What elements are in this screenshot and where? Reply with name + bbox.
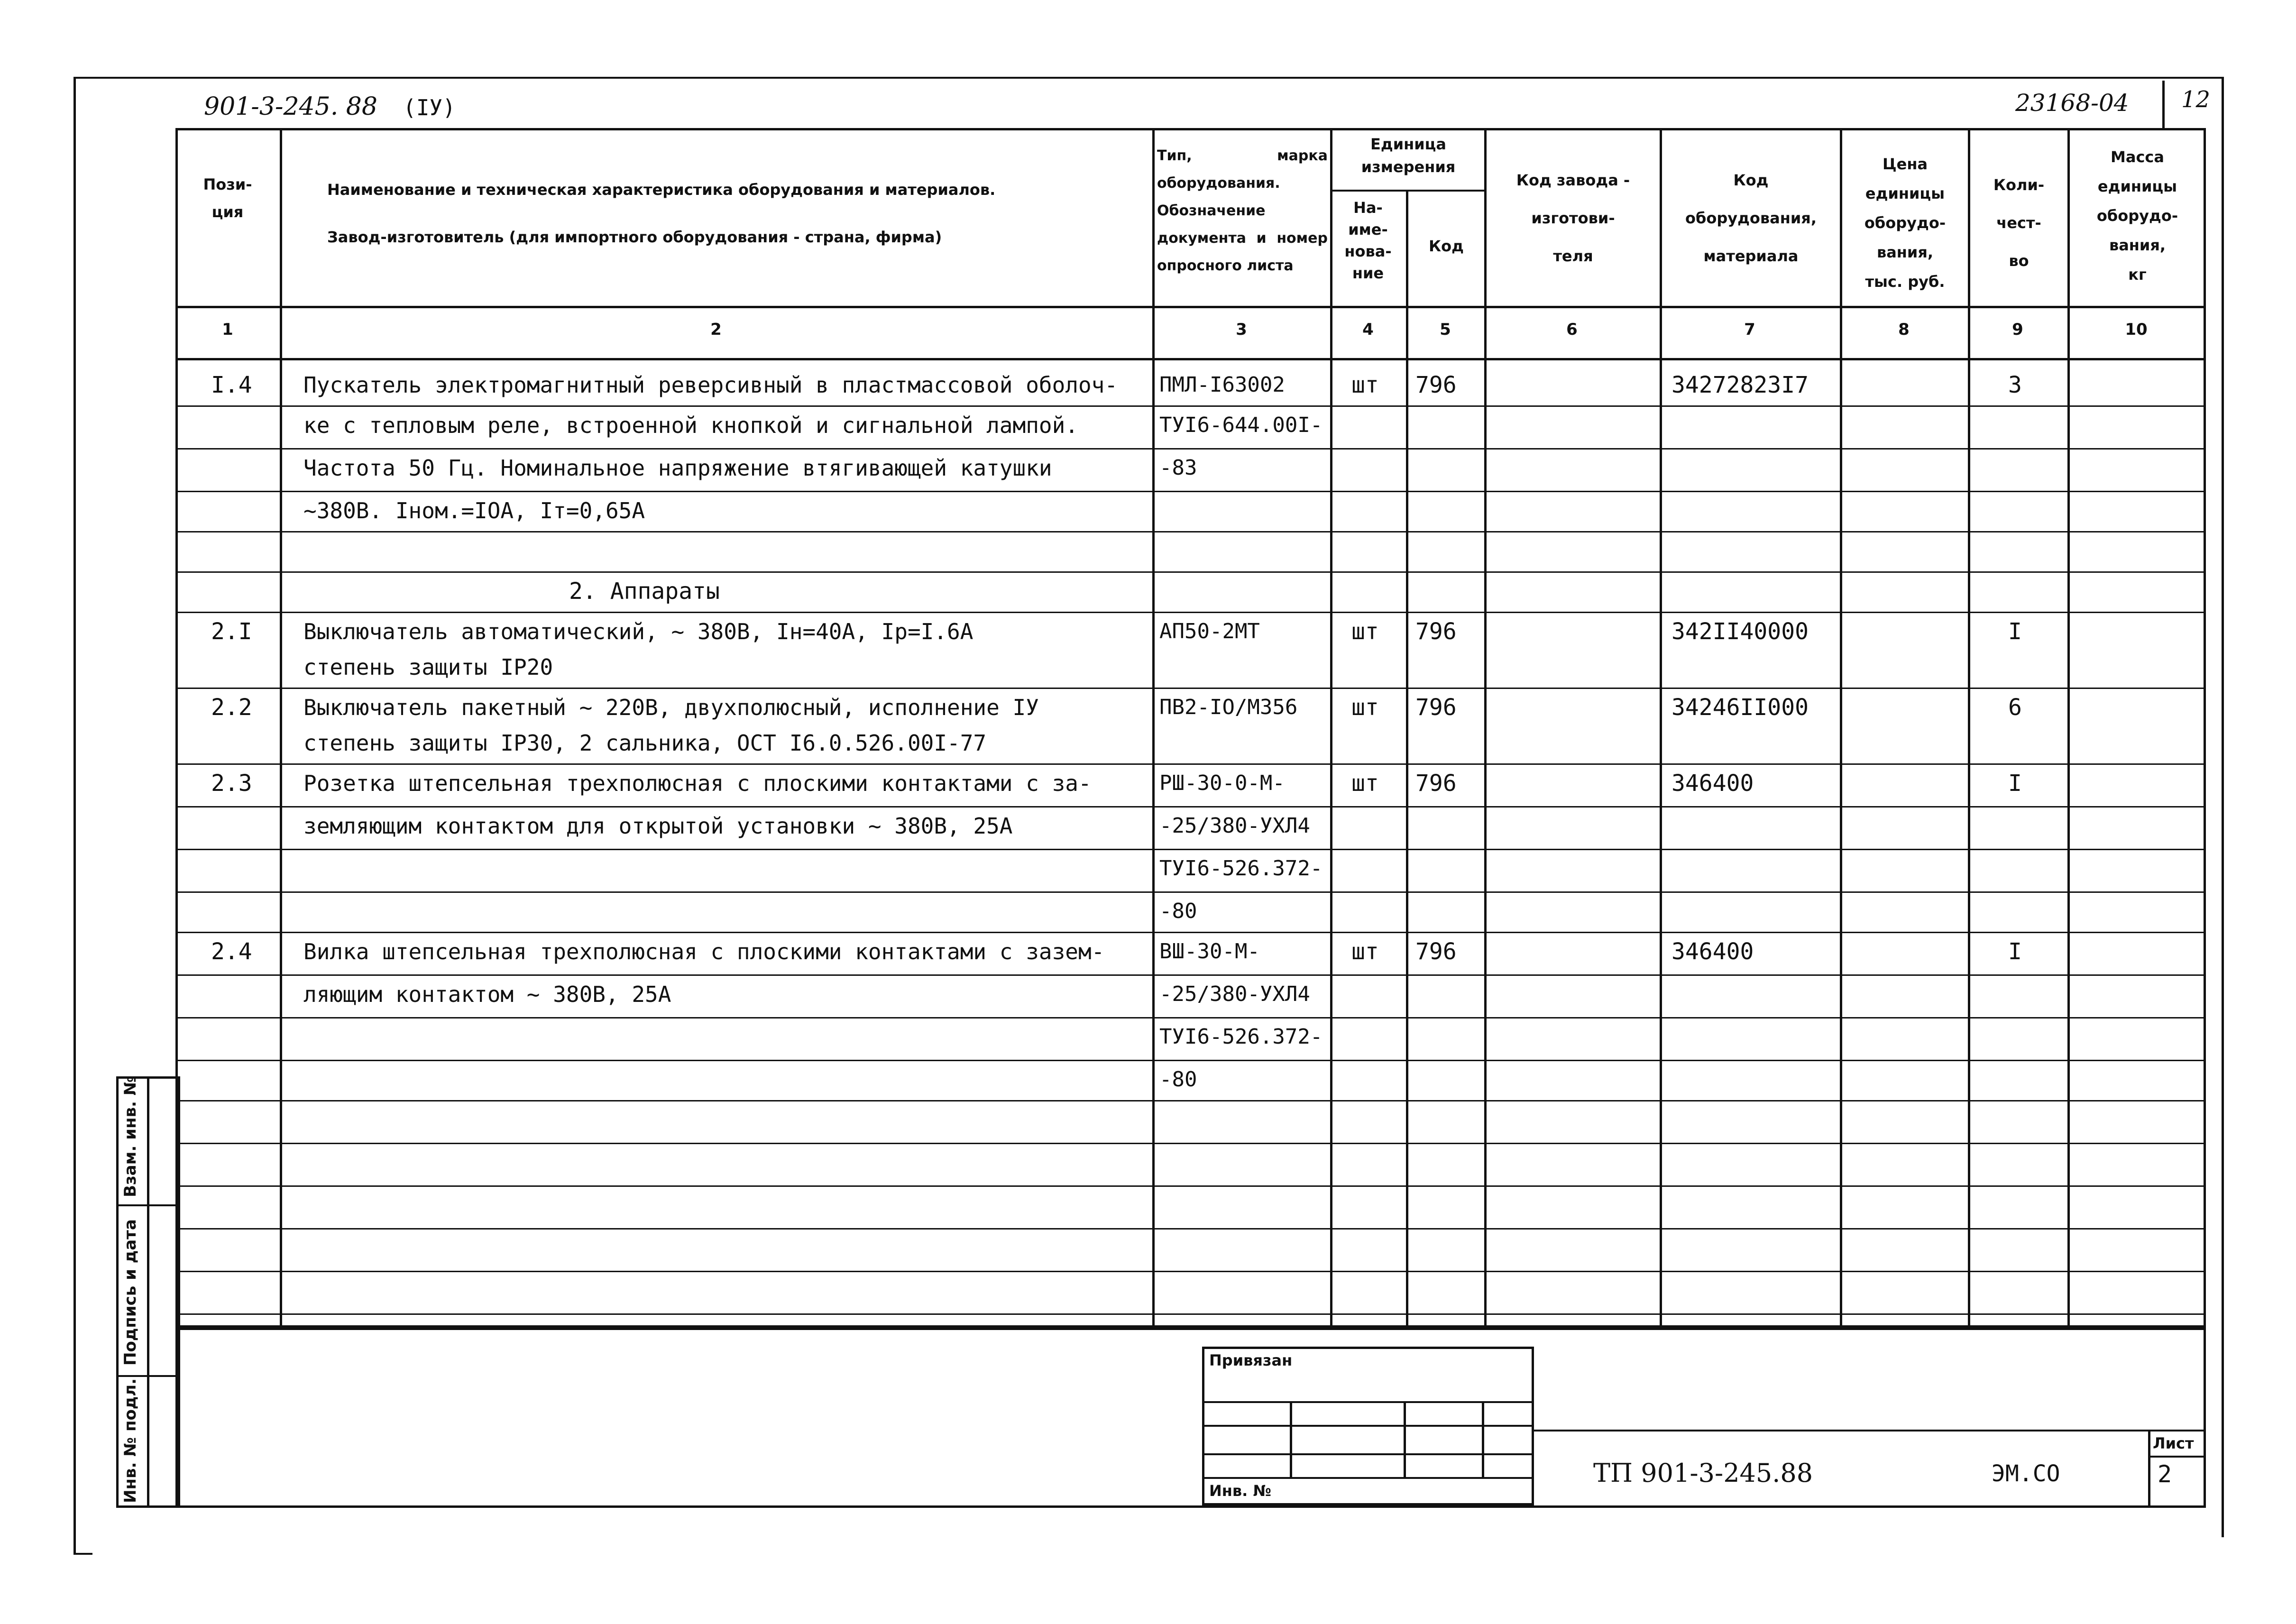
title-block-frame — [175, 1328, 2206, 1508]
row-type: -25/380-УХЛ4 — [1159, 814, 1310, 838]
bound-label: Привязан — [1209, 1351, 1293, 1369]
row-unit: шт — [1351, 618, 1379, 645]
row-unit: шт — [1351, 694, 1379, 721]
row-type: ВШ-30-М- — [1159, 939, 1260, 963]
header-name: Наименование и техническая характеристика оборудования и материалов. Завод-изготовитель (для импортного оборудования - страна, фирма) — [327, 181, 996, 246]
colnum-bottom-line — [175, 358, 2206, 360]
row-separator — [175, 1271, 2206, 1272]
side-stamp-line-1 — [116, 1204, 180, 1206]
side-label-original-inv: Инв. № подл. — [121, 1378, 140, 1503]
row-type: ТУI6-526.372- — [1159, 856, 1323, 881]
column-number-5: 5 — [1440, 320, 1451, 339]
row-name: Пускатель электромагнитный реверсивный в пластмассовой оболоч- — [303, 372, 1118, 398]
frame-top-line — [73, 77, 2222, 79]
frame-right-line — [2222, 77, 2224, 1537]
row-separator — [175, 571, 2206, 573]
row-equipment-code: 346400 — [1671, 770, 1754, 797]
page-number: 12 — [2181, 86, 2211, 113]
row-separator — [175, 1143, 2206, 1144]
row-unit: шт — [1351, 938, 1379, 965]
bound-line-3 — [1202, 1453, 1534, 1455]
row-separator — [175, 531, 2206, 532]
doc-code-bottom: ТП 901-3-245.88 — [1593, 1458, 1813, 1488]
header-bottom-line — [175, 306, 2206, 308]
row-type: ПМЛ-I63002 — [1159, 373, 1285, 397]
row-unit: шт — [1351, 372, 1379, 398]
row-unit: шт — [1351, 770, 1379, 797]
col-line-4 — [1406, 190, 1408, 1328]
row-type: -80 — [1159, 1067, 1197, 1092]
col-line-1 — [280, 128, 282, 1328]
row-type: -25/380-УХЛ4 — [1159, 982, 1310, 1006]
column-number-4: 4 — [1362, 320, 1374, 339]
bound-line-1 — [1202, 1401, 1534, 1403]
header-pos: Пози- ция — [203, 175, 252, 221]
row-name: ~380В. Iном.=IOA, Iт=0,65A — [303, 498, 645, 523]
row-name: Розетка штепсельная трехполюсная с плоскими контактами с за- — [303, 771, 1092, 796]
col-line-7 — [1840, 128, 1842, 1328]
row-quantity: I — [2008, 618, 2022, 645]
bound-vline-1 — [1290, 1401, 1292, 1477]
column-number-3: 3 — [1236, 320, 1247, 339]
title-block-line — [1534, 1430, 2206, 1431]
row-name-continued: степень защиты IP20 — [303, 654, 553, 680]
doc-code-top: 901-3-245. 88 — [204, 92, 377, 121]
sheet-code: ЭМ.СО — [1992, 1460, 2060, 1487]
header-qty: Коли- чест- во — [1993, 176, 2045, 270]
inv-label: Инв. № — [1209, 1482, 1271, 1500]
row-name: Частота 50 Гц. Номинальное напряжение втягивающей катушки — [303, 455, 1052, 481]
row-separator — [175, 763, 2206, 765]
bound-vline-2 — [1404, 1401, 1406, 1477]
column-number-10: 10 — [2125, 320, 2148, 339]
row-quantity: 3 — [2008, 372, 2022, 398]
header-mass: Масса единицы оборудо- вания, кг — [2096, 148, 2178, 284]
row-type: -80 — [1159, 899, 1197, 923]
row-position: 2.4 — [211, 938, 252, 965]
sheet-box-mid — [2148, 1456, 2206, 1458]
header-type: Тип, марка оборудования. Обозначение документа и номер опросного листа — [1157, 147, 1328, 274]
sheet-box-left — [2148, 1430, 2150, 1508]
row-separator — [175, 448, 2206, 450]
side-label-signature-date: Подпись и дата — [121, 1219, 140, 1366]
row-separator — [175, 1228, 2206, 1229]
header-factory: Код завода - изготови- теля — [1516, 171, 1630, 265]
row-position: I.4 — [211, 372, 252, 398]
header-price: Цена единицы оборудо- вания, тыс. руб. — [1864, 155, 1946, 291]
row-type: ПВ2-IO/М356 — [1159, 695, 1298, 719]
row-separator — [175, 932, 2206, 933]
row-separator — [175, 1185, 2206, 1187]
column-number-6: 6 — [1566, 320, 1578, 339]
album-number: 23168-04 — [2015, 89, 2129, 117]
column-number-7: 7 — [1744, 320, 1755, 339]
row-separator — [175, 612, 2206, 613]
frame-left-line — [73, 77, 76, 1554]
row-unit-code: 796 — [1415, 770, 1457, 797]
row-unit-code: 796 — [1415, 618, 1457, 645]
row-separator — [175, 849, 2206, 850]
col-line-9 — [2067, 128, 2070, 1328]
row-type: -83 — [1159, 456, 1197, 480]
row-separator — [175, 491, 2206, 492]
bound-vline-3 — [1482, 1401, 1484, 1477]
sheet-number: 2 — [2158, 1460, 2172, 1488]
row-name: земляющим контактом для открытой установки ~ 380В, 25A — [303, 813, 1013, 839]
row-name: ке с тепловым реле, встроенной кнопкой и сигнальной лампой. — [303, 413, 1078, 438]
row-unit-code: 796 — [1415, 938, 1457, 965]
row-name: Вилка штепсельная трехполюсная с плоскими контактами с зазем- — [303, 939, 1105, 964]
row-equipment-code: 342II40000 — [1671, 618, 1809, 645]
row-quantity: I — [2008, 770, 2022, 797]
row-position: 2.3 — [211, 770, 252, 797]
row-position: 2.I — [211, 618, 252, 645]
row-separator — [175, 1060, 2206, 1061]
row-equipment-code: 34272823I7 — [1671, 372, 1809, 398]
row-separator — [175, 1100, 2206, 1101]
row-type: РШ-30-0-М- — [1159, 771, 1285, 795]
page-number-divider — [2162, 81, 2165, 128]
sheet-label: Лист — [2153, 1434, 2194, 1452]
row-separator — [175, 405, 2206, 407]
col-line-6 — [1660, 128, 1662, 1328]
row-separator — [175, 688, 2206, 689]
frame-bottom-line — [73, 1553, 92, 1555]
doc-variant: (IУ) — [403, 95, 456, 120]
row-name: Выключатель пакетный ~ 220В, двухполюсный, исполнение IУ — [303, 695, 1039, 720]
row-name-continued: степень защиты IP30, 2 сальника, ОСТ I6.0.526.00I-77 — [303, 730, 987, 756]
column-number-9: 9 — [2012, 320, 2023, 339]
row-separator — [175, 974, 2206, 976]
col-line-5 — [1484, 128, 1487, 1328]
side-stamp-divider — [147, 1076, 149, 1508]
row-equipment-code: 34246II000 — [1671, 694, 1809, 721]
row-separator — [175, 891, 2206, 893]
row-type: ТУI6-644.00I- — [1159, 413, 1323, 437]
bound-line-4 — [1202, 1477, 1534, 1479]
row-unit-code: 796 — [1415, 372, 1457, 398]
side-stamp-line-2 — [116, 1375, 180, 1377]
row-equipment-code: 346400 — [1671, 938, 1754, 965]
row-name: ляющим контактом ~ 380В, 25A — [303, 982, 671, 1007]
row-separator — [175, 806, 2206, 807]
row-quantity: 6 — [2008, 694, 2022, 721]
section-heading: 2. Аппараты — [569, 578, 720, 605]
header-unit-name: На- име- нова- ние — [1344, 199, 1392, 282]
row-separator — [175, 1313, 2206, 1315]
header-unit-group: Единица измерения — [1361, 135, 1456, 176]
column-number-8: 8 — [1898, 320, 1910, 339]
row-quantity: I — [2008, 938, 2022, 965]
row-separator — [175, 1017, 2206, 1018]
row-name: Выключатель автоматический, ~ 380В, Iн=40A, Iр=I.6A — [303, 619, 974, 644]
side-label-replaced-inv: Взам. инв. № — [121, 1076, 140, 1197]
row-unit-code: 796 — [1415, 694, 1457, 721]
row-type: ТУI6-526.372- — [1159, 1025, 1323, 1049]
row-position: 2.2 — [211, 694, 252, 721]
column-number-1: 1 — [222, 320, 233, 339]
row-type: АП50-2МТ — [1159, 619, 1260, 643]
col-line-8 — [1968, 128, 1970, 1328]
bound-line-2 — [1202, 1425, 1534, 1427]
col-line-3 — [1330, 128, 1332, 1328]
header-unit-code: Код — [1429, 237, 1464, 255]
header-equip-code: Код оборудования, материала — [1685, 171, 1817, 265]
col-line-2 — [1152, 128, 1155, 1328]
column-number-2: 2 — [710, 320, 722, 339]
